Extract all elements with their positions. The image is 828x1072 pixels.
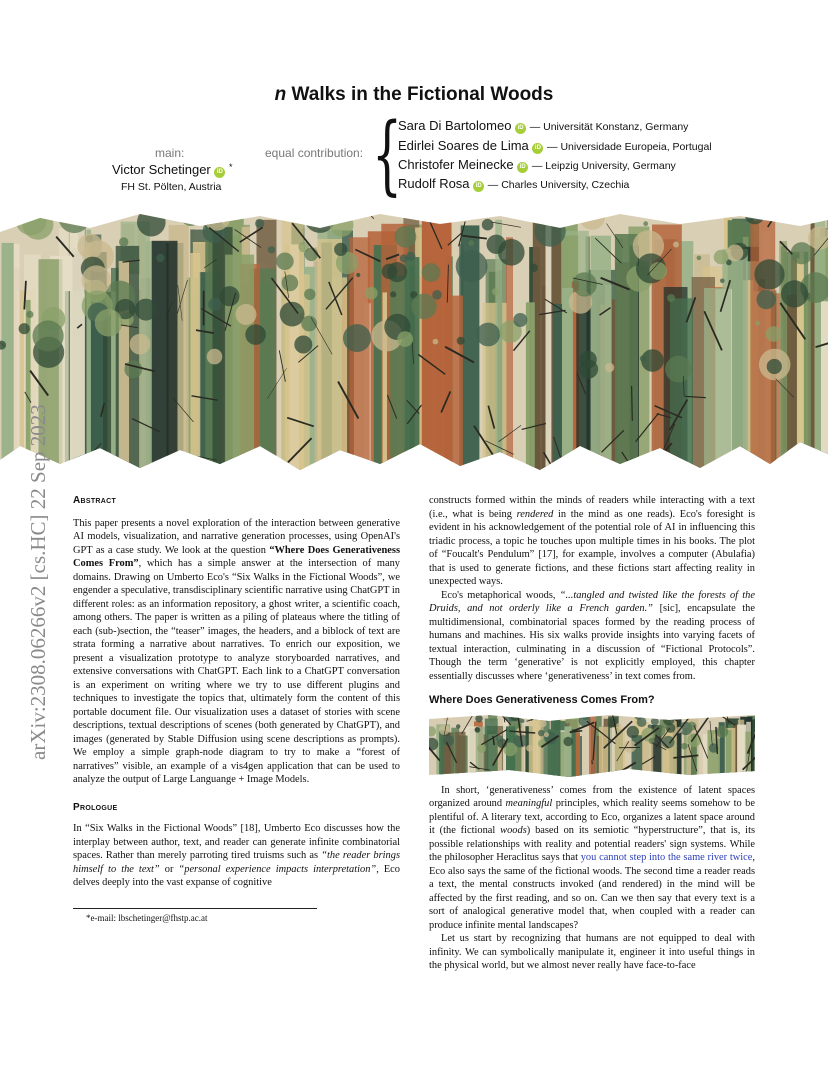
- forest-banner-image: [0, 214, 828, 476]
- footnote-rule: [73, 908, 317, 909]
- orcid-icon[interactable]: iD: [532, 143, 543, 154]
- prologue-text: In “Six Walks in the Fictional Woods” [18], Umberto Eco discusses how the interplay between author, text, and reader can generate infinite combinatorial spaces. Rather than merely parroting tired truisms such as “the reader brings himself to the text” or “personal experience impacts interpretation”, Eco delves deeply into the vast expanse of cognitive: [73, 823, 400, 888]
- teaser-image: [429, 715, 755, 777]
- prologue-heading: Prologue: [73, 801, 118, 813]
- author-name: Edirlei Soares de Lima: [398, 138, 529, 153]
- author-row: [398, 176, 629, 192]
- orcid-icon[interactable]: iD: [473, 181, 484, 192]
- orcid-icon[interactable]: iD: [517, 162, 528, 173]
- author-mark: *: [229, 162, 233, 172]
- footnote: *e-mail: lbschetinger@fhstp.ac.at: [86, 913, 208, 923]
- right-column: [429, 494, 755, 973]
- orcid-icon[interactable]: iD: [515, 123, 526, 134]
- abstract-text: This paper presents a novel exploration of the interaction between generative AI models, visualization, and narrative generation processes, using OpenAI's GPT as a case study. We look at the question “Where Does Generativeness Comes From”, which has a simple answer at the intersection of many domains. Drawing on Umberto Eco's “Six Walks in the Fictional Woods”, we engender a speculative, transdisciplinary scientific narrative using ChatGPT in different roles: as an information repository, a ghost writer, a scientific coach, among others. The paper is written as a piling of plateaus where the titling of each (sub-)section, the “teaser” images, the headers, and a biblock of text are strata forming a narrative about narratives. To enrich our exposition, we present a visualization prototype to analyze storyboarded narratives, and extensive conversations with ChatGPT. Each link to a ChatGPT conversation is an experiment on writing where we try to use different plugins and techniques to investigate the topics that, ultimately form the content of this portable document file. Our visualization uses a dataset of stories with scene descriptions, textual descriptions of scenes (both generated by ChatGPT), and images (generated by Stable Diffusion using scene descriptions as prompts). We employ a simple graph-node diagram to try to make a “forest of narratives” visible, an example of a vis4gen application that can be used to analyze the output of Large Languange + Image Models.: [73, 517, 401, 785]
- title-italic: n: [274, 84, 287, 105]
- left-column: [73, 494, 400, 890]
- author-affiliation: — Charles University, Czechia: [487, 179, 630, 191]
- arxiv-identifier: arXiv:2308.06266v2 [cs.HC] 22 Sep 2023: [26, 404, 50, 760]
- orcid-icon[interactable]: iD: [214, 167, 225, 178]
- paragraph: Let us start by recognizing that humans are not equipped to deal with infinity. We can symbolically manipulate it, engineer it into useful things in the physical world, but we almost never really have face-to-face: [429, 933, 755, 971]
- author-affiliation: — Universidade Europeia, Portugal: [547, 141, 712, 153]
- author-row: [398, 157, 676, 173]
- author-name: Rudolf Rosa: [398, 176, 470, 191]
- paragraph: Eco's metaphorical woods, “...tangled and twisted like the forests of the Druids, and not orderly like a French garden.” [sic], encapsulate the multidimensional, combinatorial spaces formed by the reading process of humans and machines. His six walks provide insights into varying facets of textual interaction, culminating in a discussion of “Fictional Protocols”. Though the term ‘generative’ is not explicitly employed, this chapter essentially discusses where ‘generativeness’ in text comes from.: [429, 589, 755, 682]
- abstract-heading: Abstract: [73, 495, 117, 506]
- paper-title: [0, 84, 828, 106]
- author-name: Sara Di Bartolomeo: [398, 118, 512, 133]
- author-name: Christofer Meinecke: [398, 157, 514, 172]
- author-affiliation: — Universität Konstanz, Germany: [529, 121, 689, 133]
- equal-contribution-label: equal contribution:: [265, 146, 364, 160]
- main-author-name: Victor Schetinger: [112, 162, 211, 177]
- main-author: [112, 162, 233, 178]
- main-affiliation: FH St. Pölten, Austria: [121, 181, 222, 193]
- brace-glyph: {: [372, 105, 403, 205]
- title-rest: Walks in the Fictional Woods: [286, 84, 554, 105]
- main-label: main:: [155, 146, 185, 160]
- author-row: [398, 118, 688, 134]
- author-affiliation: — Leipzig University, Germany: [531, 160, 676, 172]
- paragraph: In short, ‘generativeness’ comes from the existence of latent spaces organized around meaningful principles, which reality seems somehow to be plentiful of. A literary text, according to Eco, organizes a latent space around it (the fictional woods) based on its semiotic “hyperstructure”, that is, its possible relationships with reality and potential readers' sign systems. While the philosopher Heraclitus says that you cannot step into the same river twice, Eco also says the same of the fictional woods. The second time a reader reads a text, the mental constructs invoked (and rendered) in the mind will be affected by the first reading, and so on. Can we then say that every text is a sort of analogical generative model that, when coupled with a reader can produce infinite mental landscapes?: [429, 784, 756, 931]
- subsection-heading: Where Does Generativeness Comes From?: [429, 694, 655, 706]
- author-row: [398, 138, 712, 154]
- paragraph: constructs formed within the minds of readers while interacting with a text (i.e., what is being rendered in the mind as one reads). Eco's foresight is evident in his acknowledgement of the potential role of AI in influencing this triadic process, a topic he touches upon multiple times in his books. The plot of “Foucalt's Pendulum” [17], for example, involves a computer (Abulafia) that is used to generate fictions, and these fictions start affecting reality in unexpected ways.: [429, 495, 756, 587]
- river-link[interactable]: you cannot step into the same river twice: [580, 852, 753, 863]
